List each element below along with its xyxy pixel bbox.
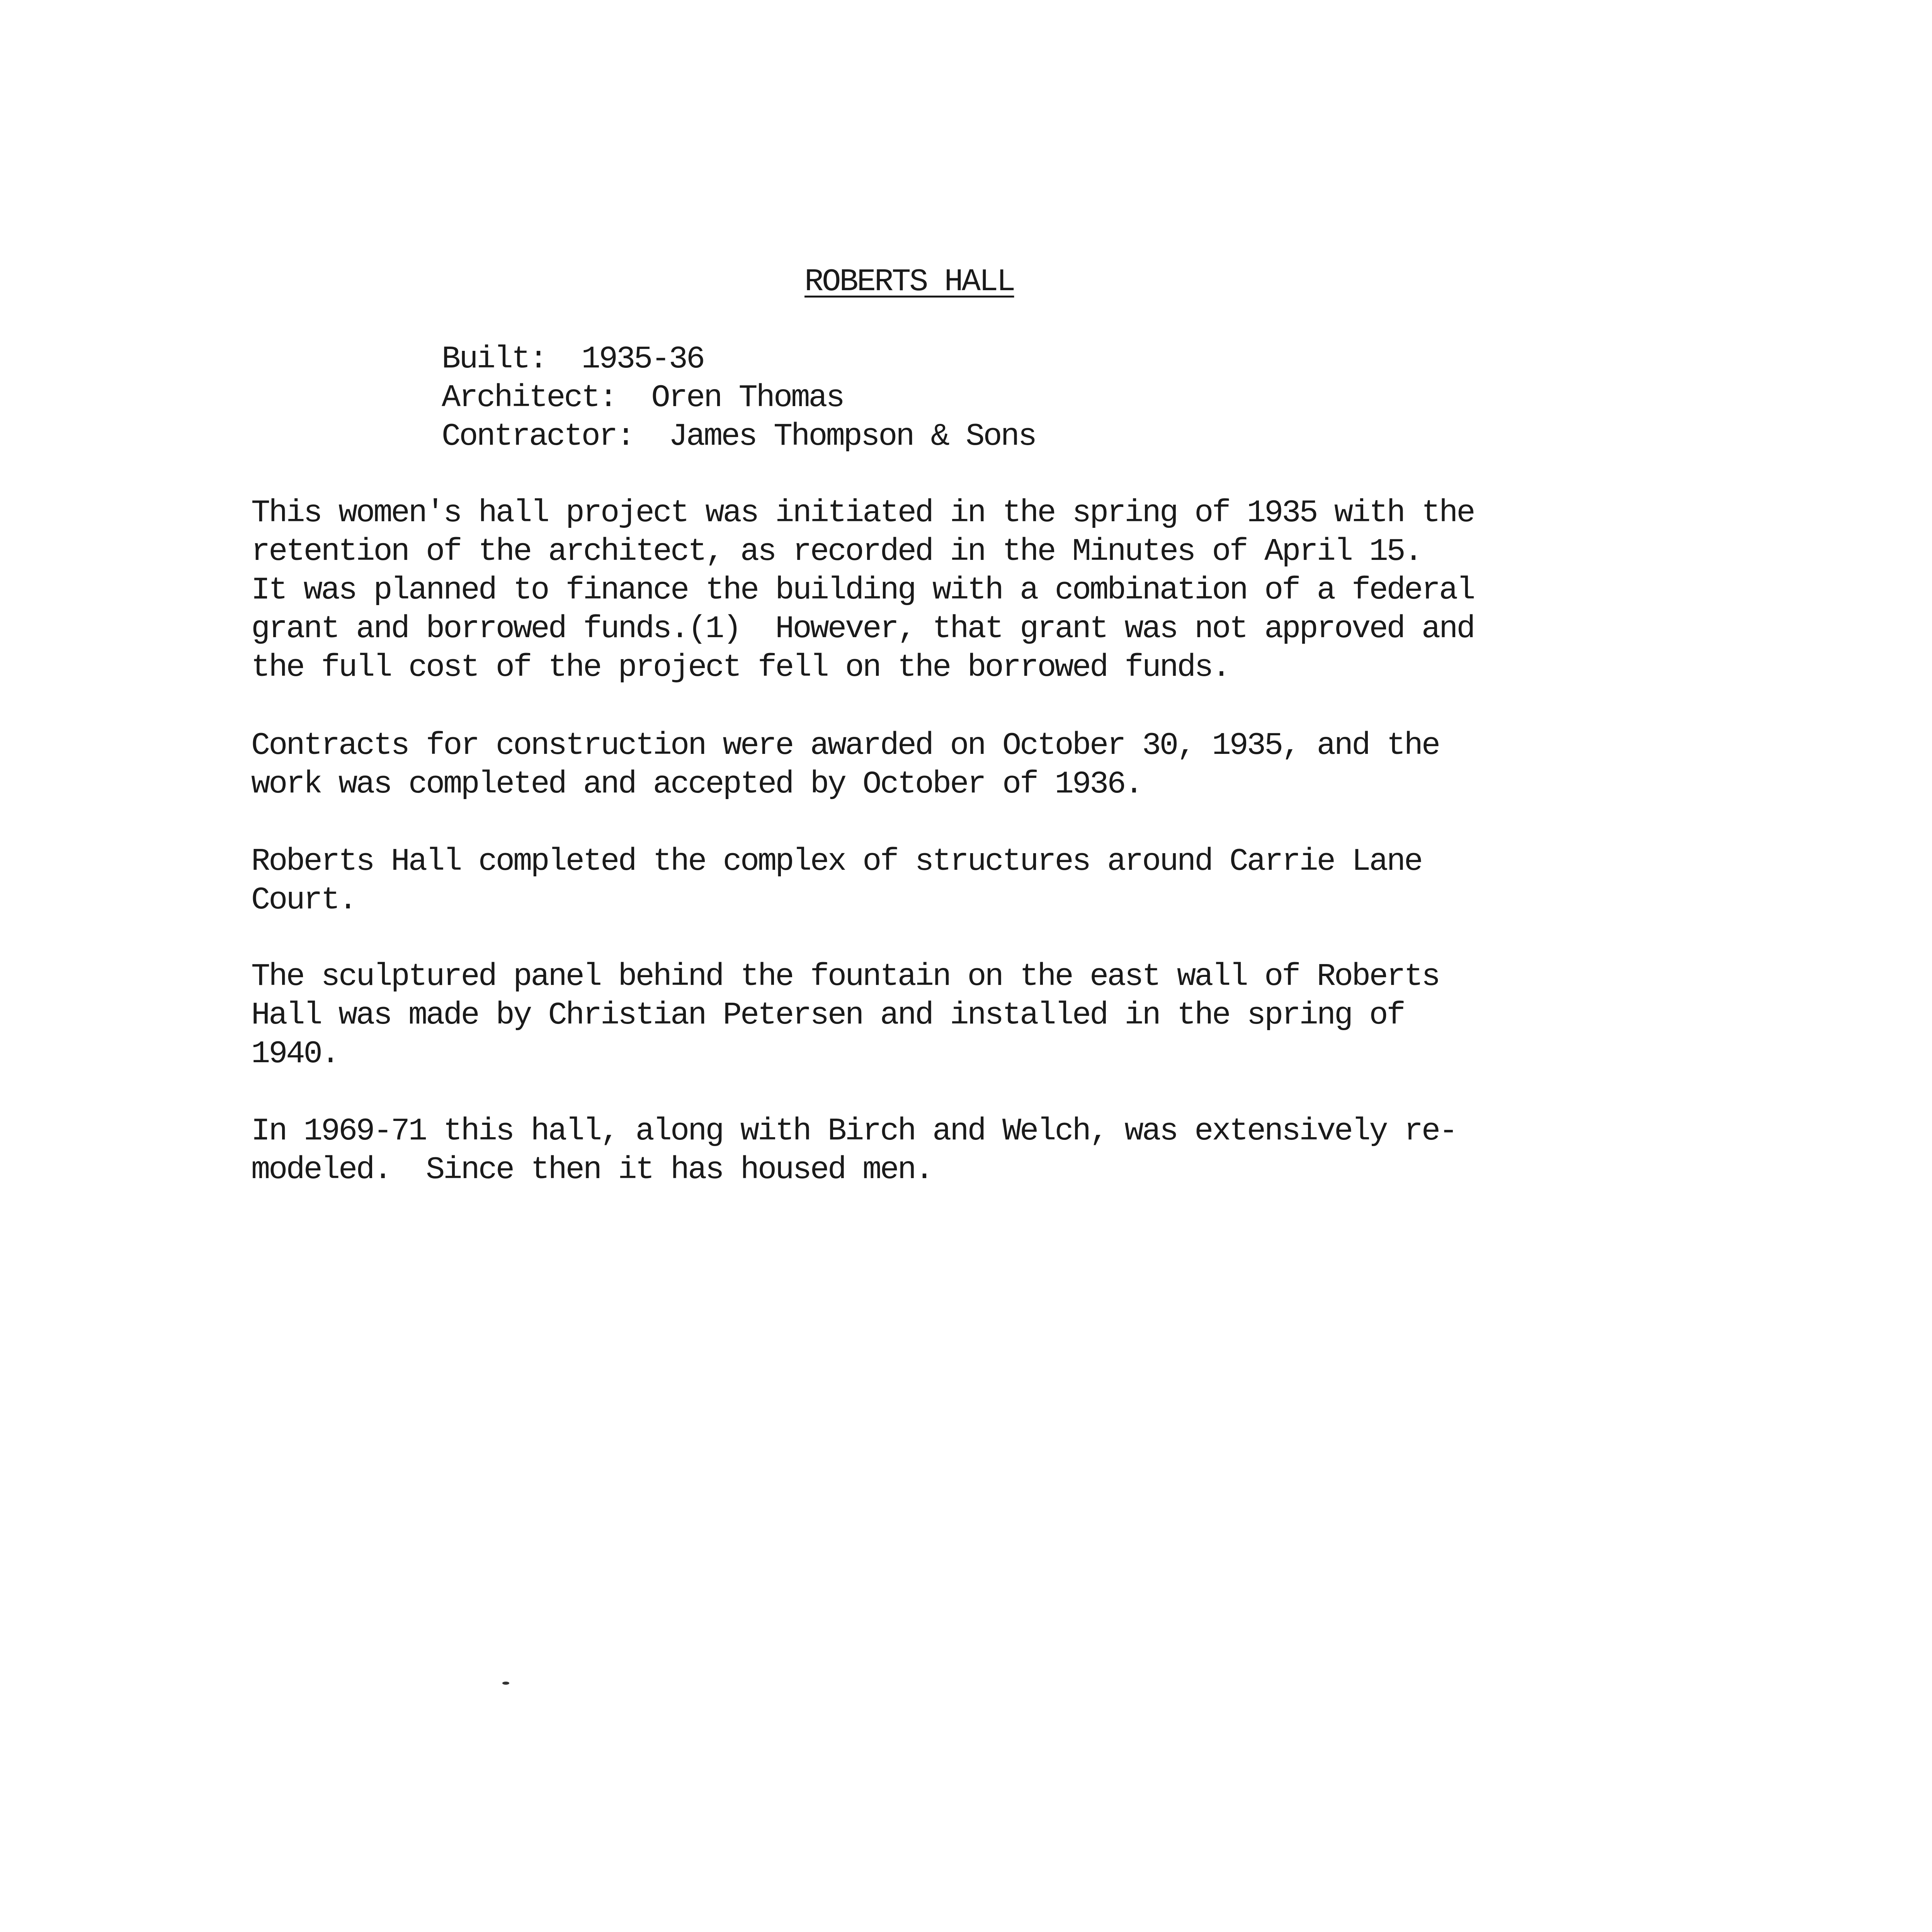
paragraph-line: In 1969-71 this hall, along with Birch and Welch, was extensively re-: [251, 1113, 1457, 1149]
paragraph-line: Hall was made by Christian Petersen and installed in the spring of: [251, 997, 1404, 1033]
building-facts: [442, 340, 1036, 456]
paragraph-line: grant and borrowed funds.(1) However, that grant was not approved and: [251, 611, 1474, 647]
paragraph-contracts: [251, 726, 1719, 804]
paragraph-line: modeled. Since then it has housed men.: [251, 1152, 933, 1188]
scan-speck: [502, 1682, 509, 1685]
paragraph-line: Roberts Hall completed the complex of structures around Carrie Lane: [251, 844, 1422, 879]
paragraph-line: retention of the architect, as recorded in the Minutes of April 15.: [251, 534, 1422, 570]
paragraph-line: the full cost of the project fell on the borrowed funds.: [251, 650, 1230, 685]
paragraph-line: The sculptured panel behind the fountain on the east wall of Roberts: [251, 959, 1439, 995]
paragraph-line: Court.: [251, 882, 356, 918]
paragraph-line: Contracts for construction were awarded on October 30, 1935, and the: [251, 728, 1439, 764]
built-line: Built: 1935-36: [442, 341, 704, 377]
paragraph-line: It was planned to finance the building with a combination of a federal: [251, 572, 1474, 608]
contractor-line: Contractor: James Thompson & Sons: [442, 418, 1036, 454]
paragraph-line: 1940.: [251, 1036, 339, 1072]
paragraph-sculptured-panel: [251, 957, 1719, 1073]
paragraph-remodel: [251, 1112, 1719, 1189]
paragraph-project-initiation: [251, 494, 1719, 687]
page-title: ROBERTS HALL: [804, 264, 1014, 300]
paragraph-line: work was completed and accepted by October of 1936.: [251, 766, 1142, 802]
paragraph-line: This women's hall project was initiated in the spring of 1935 with the: [251, 495, 1474, 531]
paragraph-complex: [251, 842, 1719, 920]
architect-line: Architect: Oren Thomas: [442, 380, 844, 416]
